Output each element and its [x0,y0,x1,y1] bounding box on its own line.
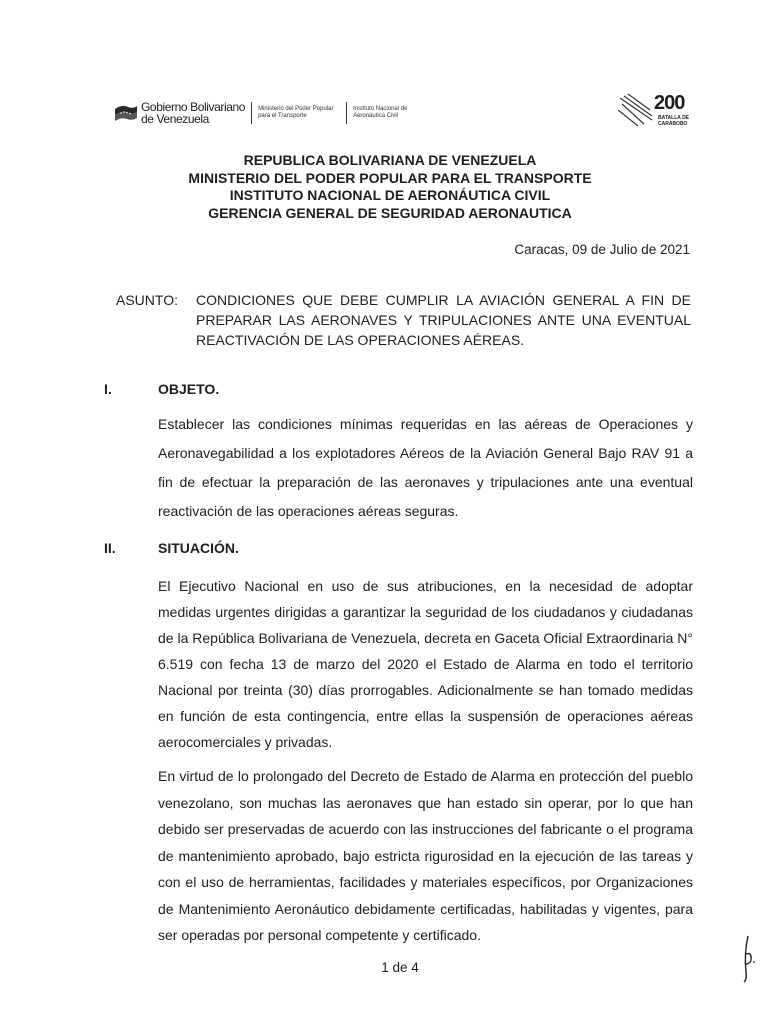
bicentennial-line-2: CARABOBO [658,121,688,127]
heading-line-1: REPUBLICA BOLIVARIANA DE VENEZUELA [243,152,537,168]
gov-line-1: Gobierno Bolivariano [141,100,246,114]
ministry-line-2: para el Transporte [258,113,307,119]
page-number: 1 de 4 [381,960,419,975]
institute-name [353,106,435,120]
government-logo [114,98,435,128]
bicentennial-logo [618,90,710,130]
stripes-icon [618,90,654,130]
section-1-paragraph: Establecer las condiciones mínimas requeridas en las aéreas de Operaciones y Aeronavegabilidad a los explotadores Aéreos de la Aviación General Bajo RAV 91 a fin de efectuar la preparación de las aeronaves y tripulaciones ante una eventual reactivación de las operaciones aéreas seguras. [158,416,693,519]
ministry-name [258,106,340,120]
document-heading [0,152,768,222]
institute-line-2: Aeronáutica Civil [353,113,399,119]
section-2-paragraph-1: El Ejecutivo Nacional en uso de sus atribuciones, en la necesidad de adoptar medidas urgentes dirigidas a garantizar la seguridad de los ciudadanos y ciudadanas de la República Bolivariana de Venezuela, decreta en Gaceta Oficial Extraordinaria N° 6.519 con fecha 13 de marzo del 2020 el Estado de Alarma en todo el territorio Nacional por treinta (30) días prorrogables. Adicionalmente se han tomado medidas en función de esta contingencia, entre ellas la suspensión de operaciones aéreas aerocomerciales y privadas. [158,578,693,750]
document-date: Caracas, 09 de Julio de 2021 [514,242,690,257]
section-1-number: I. [104,381,112,397]
heading-line-4: GERENCIA GENERAL DE SEGURIDAD AERONAUTICA [208,204,572,221]
letterhead-divider [251,102,252,124]
bicentennial-number: 200 [654,92,685,114]
section-2-paragraph-2: En virtud de lo prolongado del Decreto de Estado de Alarma en protección del pueblo venezolano, son muchas las aeronaves que han estado sin operar, por lo que han debido ser preservadas de acuerdo con las instrucciones del fabricante o el programa de mantenimiento aprobado, bajo estricta rigurosidad en la ejecución de las tareas y con el uso de herramientas, facilidades y materiales específicos, por Organizaciones de Mantenimiento Aeronáutico debidamente certificadas, habilitadas y vigentes, para ser operadas por personal competente y certificado. [158,768,693,943]
government-name [141,101,245,125]
heading-line-3: INSTITUTO NACIONAL DE AERONÁUTICA CIVIL [229,187,551,203]
section-2-title: SITUACIÓN. [158,540,239,556]
subject-text: CONDICIONES QUE DEBE CUMPLIR LA AVIACIÓN GENERAL A FIN DE PREPARAR LAS AERONAVES Y TRIPULACIONES ANTE UNA EVENTUAL REACTIVACIÓN DE LAS OPERACIONES AÉREAS. [196,292,691,348]
section-2-number: II. [104,540,116,556]
bicentennial-caption [658,115,689,127]
venezuela-flag-icon [114,103,138,123]
letterhead-divider [346,102,347,124]
gov-line-2: de Venezuela [141,112,209,126]
ministry-line-1: Ministerio del Poder Popular [258,106,334,112]
heading-line-2: MINISTERIO DEL PODER POPULAR PARA EL TRANSPORTE [188,169,592,186]
section-1-title: OBJETO. [158,381,220,397]
institute-line-1: Instituto Nacional de [353,106,408,112]
signature-mark-icon [738,934,758,984]
subject-label: ASUNTO: [116,292,178,308]
bicentennial-line-1: BATALLA DE [658,115,690,121]
